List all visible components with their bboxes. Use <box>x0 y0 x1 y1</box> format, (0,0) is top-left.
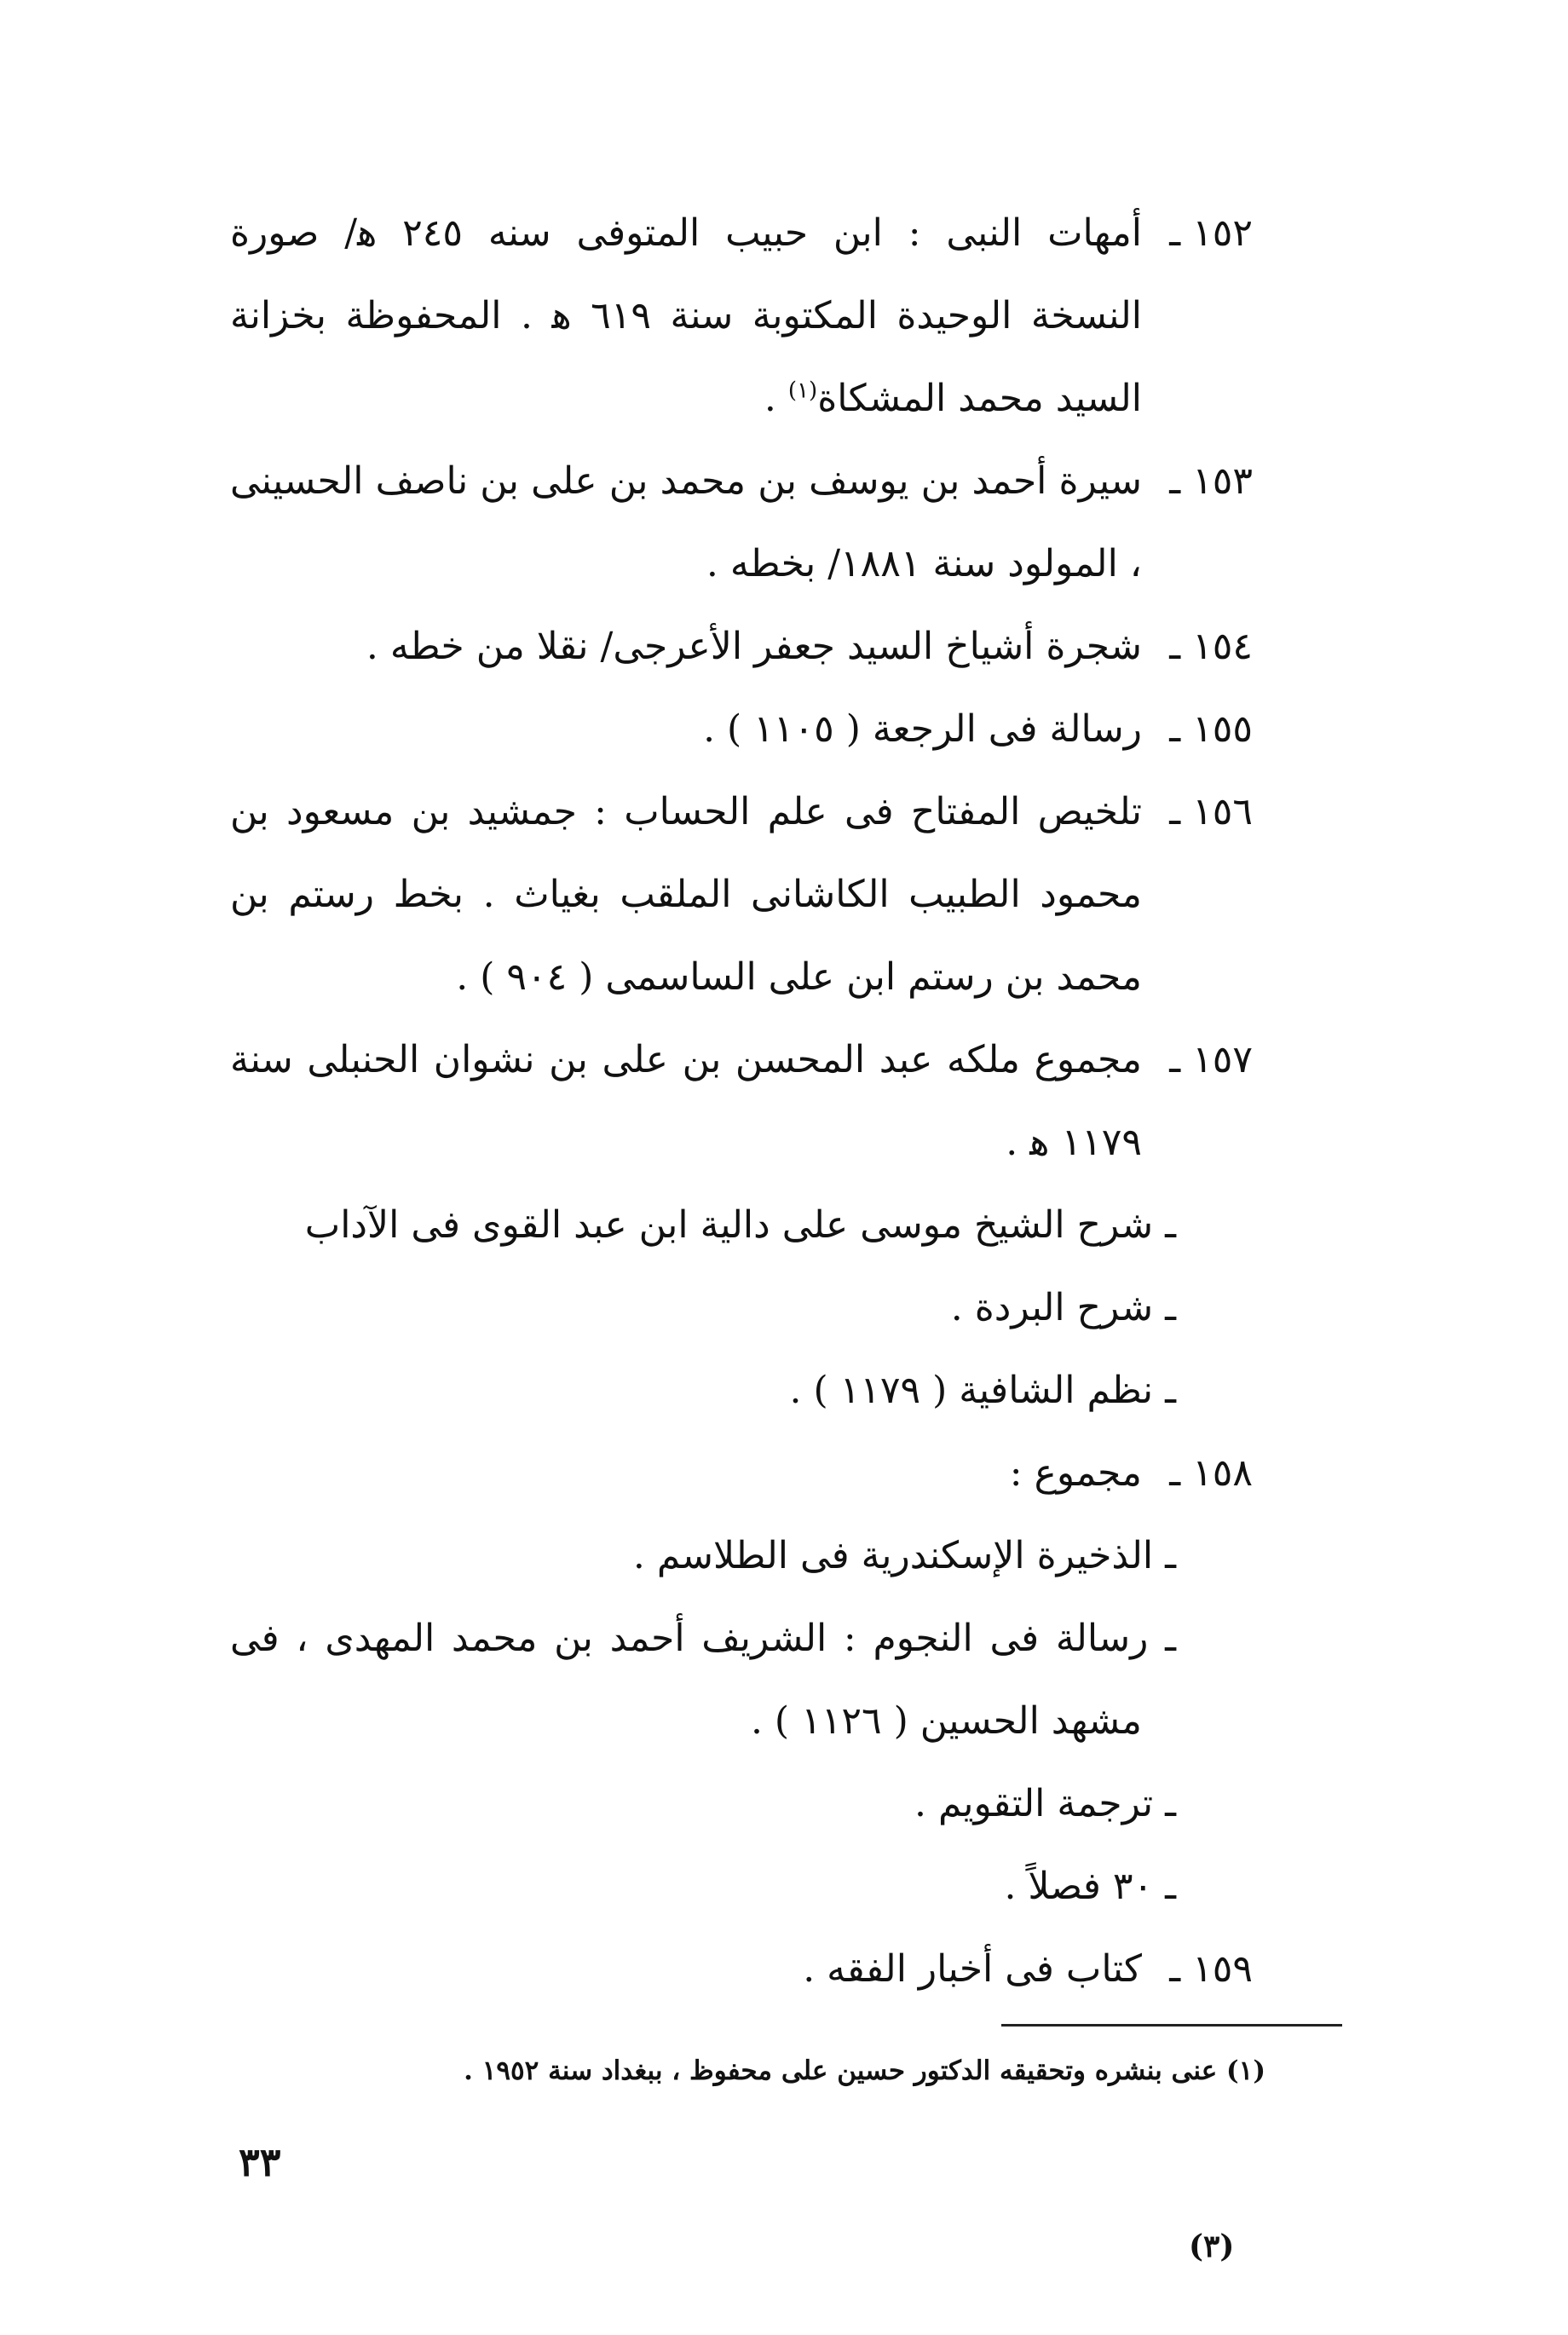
list-item: ـ الذخيرة الإسكندرية فى الطلاسم . <box>632 1534 1176 1577</box>
entry-158 <box>230 1432 1253 1514</box>
list-item: ـ شرح الشيخ موسى على دالية ابن عبد القوى فى الآداب <box>304 1203 1176 1247</box>
entry-text: شجرة أشياخ السيد جعفر الأعرجى/ نقلا من خطه . <box>366 625 1142 668</box>
entry-text: مجموع ملكه عبد المحسن بن على بن نشوان الحنبلى سنة ١١٧٩ ﻫ . <box>230 1038 1142 1164</box>
entry-number: ١٥٨ ـ <box>1169 1451 1253 1495</box>
entry-number: ١٥٤ ـ <box>1169 625 1253 668</box>
entry-157-items <box>230 1184 1253 1432</box>
list-item: ـ نظم الشافية ( ١١٧٩ ) . <box>789 1369 1176 1412</box>
entry-text: كتاب فى أخبار الفقه . <box>803 1947 1142 1991</box>
entry-text: رسالة فى الرجعة ( ١١٠٥ ) . <box>703 707 1142 751</box>
entry-152 <box>230 192 1253 440</box>
entry-153 <box>230 440 1253 605</box>
entry-number: ١٥٢ ـ <box>1169 211 1253 255</box>
footnote-reference: (١) <box>787 378 818 404</box>
entry-number: ١٥٣ ـ <box>1169 459 1253 503</box>
list-item: ـ رسالة فى النجوم : الشريف أحمد بن محمد المهدى ، فى مشهد الحسين ( ١١٢٦ ) . <box>230 1617 1176 1743</box>
entry-number: ١٥٩ ـ <box>1169 1947 1253 1991</box>
signature-mark: (٣) <box>1189 2228 1235 2264</box>
entries-list <box>230 192 1253 2010</box>
entry-text: سيرة أحمد بن يوسف بن محمد بن على بن ناصف الحسينى ، المولود سنة ١٨٨١/ بخطه . <box>230 459 1142 585</box>
footnote-divider <box>1001 2024 1342 2027</box>
entry-text: مجموع : <box>1009 1451 1142 1495</box>
entry-156 <box>230 770 1253 1018</box>
entry-157 <box>230 1018 1253 1184</box>
entry-text: أمهات النبى : ابن حبيب المتوفى سنه ٢٤٥ ﻫ/ صورة النسخة الوحيدة المكتوبة سنة ٦١٩ ﻫ . المحفوظة بخزانة السيد محمد المشكاة <box>230 211 1142 420</box>
entry-154 <box>230 605 1253 688</box>
entry-155 <box>230 688 1253 770</box>
footnote: (١) عنى بنشره وتحقيقه الدكتور حسين على محفوظ ، ببغداد سنة ١٩٥٢ . <box>464 2055 1265 2086</box>
entry-159 <box>230 1928 1253 2010</box>
entry-number: ١٥٥ ـ <box>1169 707 1253 751</box>
entry-text-tail: . <box>764 377 788 420</box>
list-item: ـ ٣٠ فصلاً . <box>1004 1865 1176 1908</box>
list-item: ـ شرح البردة . <box>950 1286 1176 1329</box>
entry-number: ١٥٧ ـ <box>1169 1038 1253 1081</box>
page-number: ٣٣ <box>239 2139 281 2185</box>
entry-number: ١٥٦ ـ <box>1169 790 1253 833</box>
list-item: ـ ترجمة التقويم . <box>914 1782 1176 1825</box>
entry-text: تلخيص المفتاح فى علم الحساب : جمشيد بن مسعود بن محمود الطبيب الكاشانى الملقب بغياث . بخط رستم بن محمد بن رستم ابن على الساسمى ( ٩٠٤ ) . <box>230 790 1142 999</box>
entry-158-items <box>230 1514 1253 1928</box>
